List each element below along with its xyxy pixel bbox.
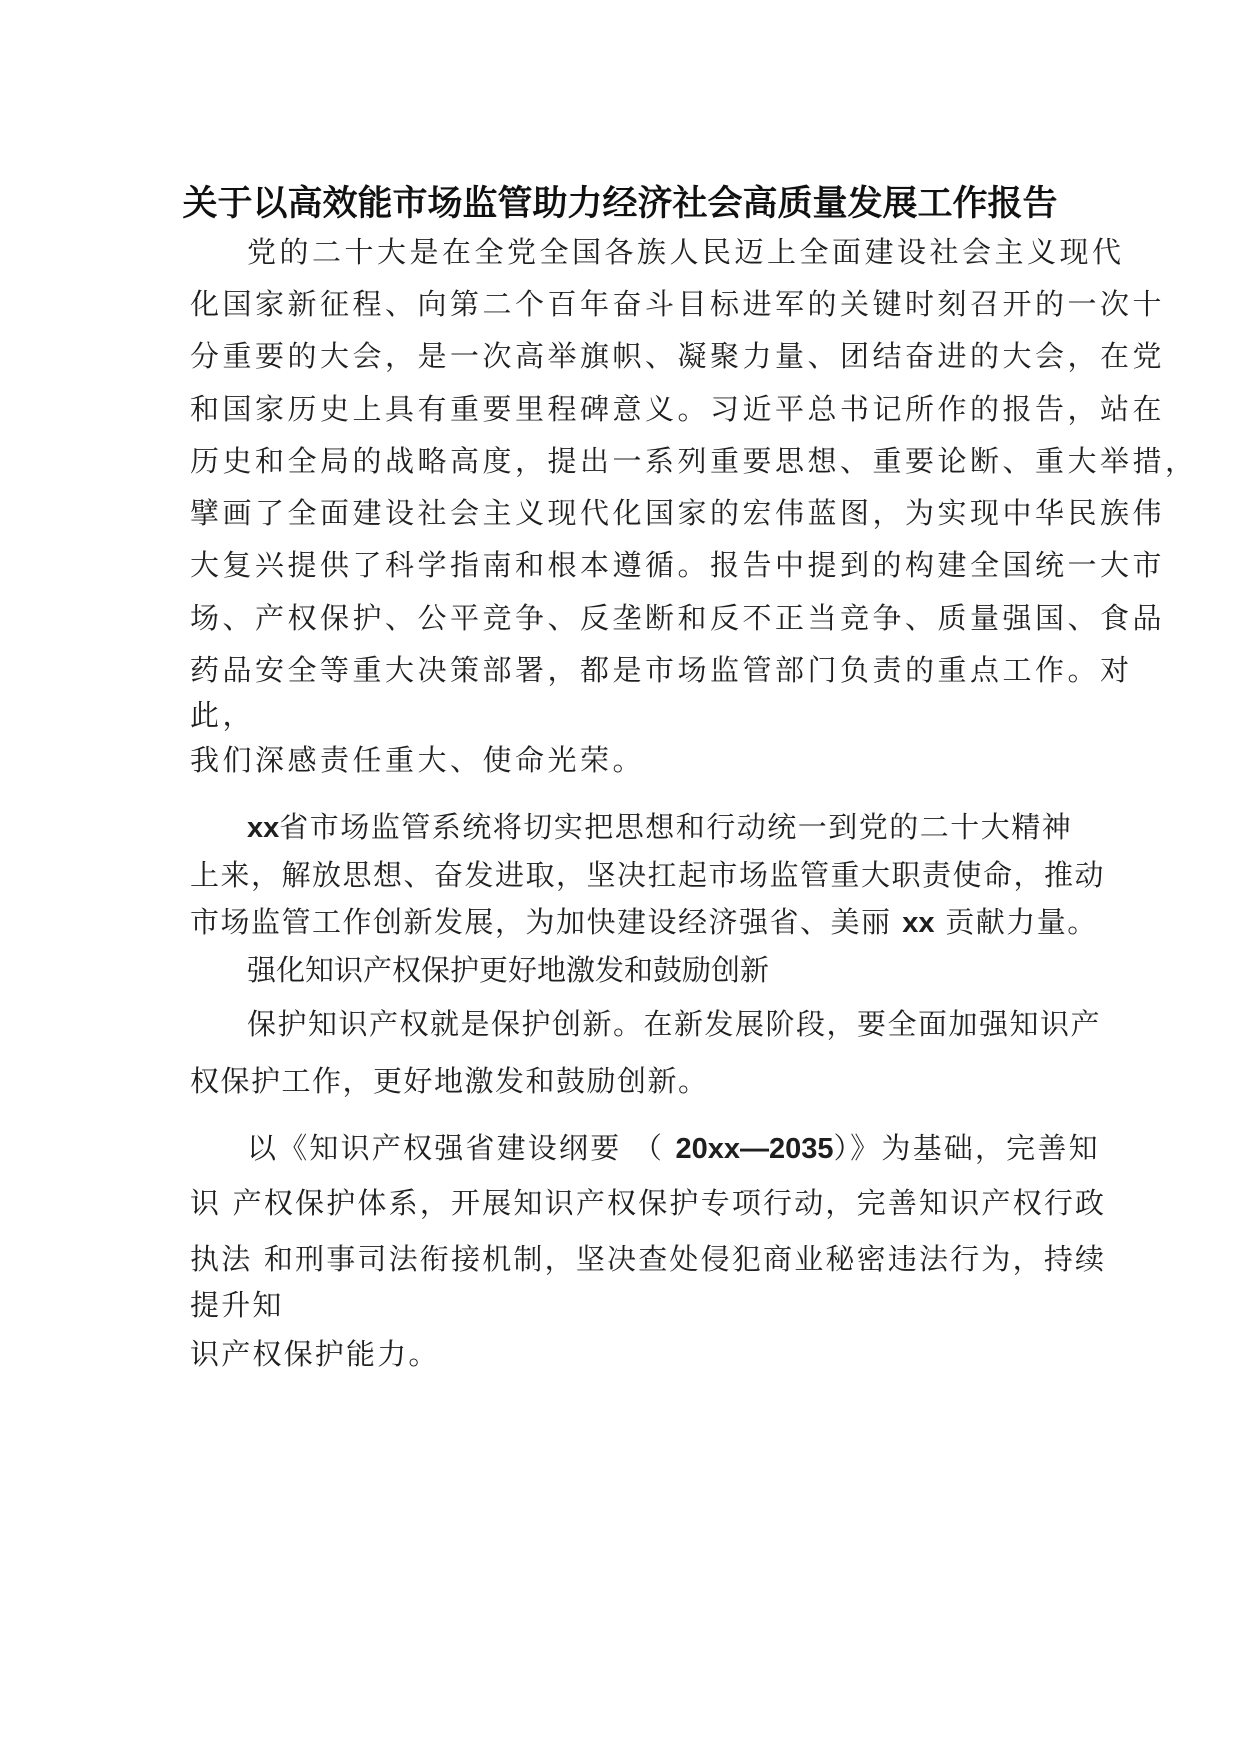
- paragraph-1-line-8: 场、产权保护、公平竞争、反垄断和反不正当竞争、质量强国、食品: [190, 601, 1166, 635]
- paragraph-1-line-7: 大复兴提供了科学指南和根本遵循。报告中提到的构建全国统一大市: [190, 548, 1166, 582]
- paragraph-2-line-3: [190, 902, 1098, 943]
- paragraph-1-line-6: 擘画了全面建设社会主义现代化国家的宏伟蓝图，为实现中华民族伟: [190, 496, 1166, 530]
- province-placeholder: xx: [902, 907, 935, 939]
- paragraph-2-line-1-text: 省市场监管系统将切实把思想和行动统一到党的二十大精神: [279, 810, 1073, 844]
- document-title: 关于以高效能市场监管助力经济社会高质量发展工作报告: [182, 184, 1058, 224]
- paragraph-1-line-4: 和国家历史上具有重要里程碑意义。习近平总书记所作的报告，站在: [190, 392, 1166, 426]
- paragraph-2-line-3-suffix: 贡献力量。: [945, 905, 1098, 939]
- paragraph-4-line-1-suffix: ）》为基础，完善知: [833, 1131, 1100, 1165]
- paragraph-1-line-3: 分重要的大会，是一次高举旗帜、凝聚力量、团结奋进的大会，在党: [190, 339, 1166, 373]
- paragraph-4-line-4: 提升知: [190, 1288, 284, 1322]
- paragraph-3-line-1: 保护知识产权就是保护创新。在新发展阶段，要全面加强知识产: [247, 1007, 1102, 1041]
- paragraph-4-line-2: 识 产权保护体系，开展知识产权保护专项行动，完善知识产权行政: [190, 1186, 1107, 1220]
- paragraph-4-line-5: 识产权保护能力。: [190, 1337, 440, 1371]
- paragraph-3-line-2: 权保护工作，更好地激发和鼓励创新。: [190, 1064, 709, 1098]
- paragraph-4-line-1-text: 以《知识产权强省建设纲要 （: [247, 1131, 676, 1165]
- paragraph-1-line-11: 我们深感责任重大、使命光荣。: [190, 743, 646, 777]
- paragraph-2-line-3-text: 市场监管工作创新发展，为加快建设经济强省、美丽: [190, 905, 892, 939]
- paragraph-4-line-3: 执法 和刑事司法衔接机制，坚决查处侵犯商业秘密违法行为，持续: [190, 1242, 1107, 1276]
- plan-years: 20xx—2035: [675, 1133, 834, 1165]
- paragraph-4-line-1: [247, 1128, 1100, 1169]
- province-placeholder: xx: [247, 812, 280, 844]
- paragraph-1-line-5: 历史和全局的战略高度，提出一系列重要思想、重要论断、重大举措，: [190, 444, 1198, 478]
- section-heading: 强化知识产权保护更好地激发和鼓励创新: [247, 953, 770, 987]
- paragraph-1-line-2: 化国家新征程、向第二个百年奋斗目标进军的关键时刻召开的一次十: [190, 287, 1166, 321]
- paragraph-2-line-2: 上来，解放思想、奋发进取，坚决扛起市场监管重大职责使命，推动: [190, 858, 1106, 892]
- paragraph-1-line-9: 药品安全等重大决策部署，都是市场监管部门负责的重点工作。对: [190, 653, 1133, 687]
- paragraph-1-line-1: 党的二十大是在全党全国各族人民迈上全面建设社会主义现代: [247, 235, 1125, 269]
- paragraph-2-line-1: [247, 807, 1072, 848]
- paragraph-1-line-10: 此，: [190, 698, 256, 732]
